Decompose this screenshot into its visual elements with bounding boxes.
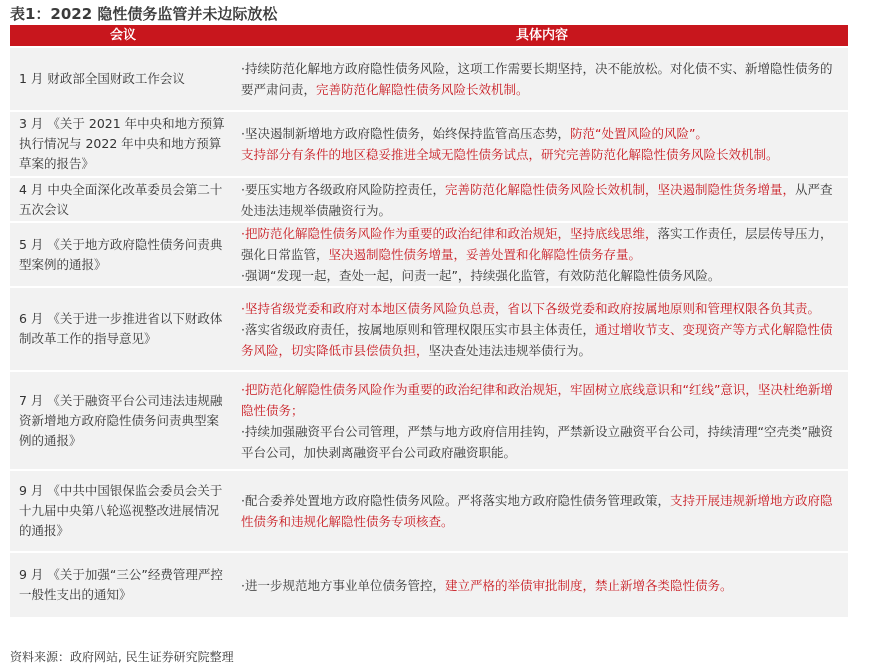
content-item <box>241 575 838 596</box>
content-cell <box>236 553 848 617</box>
table-row <box>10 223 848 286</box>
meeting-text: 7 月 《关于融资平台公司违法违规融资新增地方政府隐性债务问责典型案例的通报》 <box>19 392 223 448</box>
highlight-text: 支持开展违规新增地方政府隐性债务和违规化解隐性债务专项核查。 <box>241 493 833 529</box>
header-content: 具体内容 <box>515 28 568 43</box>
table-title: 表1：2022 隐性债务监管并未边际放松 <box>10 5 278 23</box>
content-item <box>241 223 838 265</box>
content-cell <box>236 112 848 176</box>
highlight-text: ·把防范化解隐性债务风险作为重要的政治纪律和政治规矩，牢固树立底线意识和“红线”意识，坚决杜绝新增隐性债务； <box>241 381 833 418</box>
content-text: ·持续加强融资平台公司管理，严禁与地方政府信用挂钩，严禁新设立融资平台公司，持续清理“空壳类”融资平台公司，加快剥离融资平台公司政府融资职能。 <box>241 423 833 460</box>
content-cell <box>236 471 848 551</box>
content-item <box>241 58 838 100</box>
content-cell <box>236 372 848 469</box>
content-text: ·进一步规范地方事业单位债务管控， <box>241 577 445 593</box>
table-header <box>10 25 848 46</box>
meeting-cell <box>10 471 236 551</box>
content-text: ·强调“发现一起，查处一起，问责一起”，持续强化监管，有效防范化解隐性债务风险。 <box>241 268 721 283</box>
content-item <box>241 421 838 463</box>
table-row <box>10 553 848 617</box>
content-text: 从严查处违法违规举债融资行为。 <box>241 181 833 218</box>
content-item <box>241 298 838 319</box>
content-cell <box>236 288 848 370</box>
meeting-cell <box>10 223 236 286</box>
table-body <box>10 48 848 617</box>
meeting-cell <box>10 372 236 469</box>
meeting-text: 5 月 《关于地方政府隐性债务问责典型案例的通报》 <box>19 236 223 272</box>
content-cell <box>236 223 848 286</box>
highlight-text: 通过增收节支、变现资产等方式化解隐性债务风险，切实降低市县偿债负担， <box>241 321 833 358</box>
table-row <box>10 178 848 221</box>
meeting-cell <box>10 553 236 617</box>
meeting-text: 9 月 《中共中国银保监会委员会关于十九届中央第八轮巡视整改进展情况的通报》 <box>19 483 223 538</box>
meeting-cell <box>10 48 236 110</box>
content-text: ·持续防范化解地方政府隐性债务风险，这项工作需要长期坚持，决不能放松。对化债不实、新增隐性债务的要严肃问责， <box>241 61 833 97</box>
meeting-cell <box>10 288 236 370</box>
content-item <box>241 123 838 144</box>
highlight-text: 建立严格的举债审批制度，禁止新增各类隐性债务。 <box>444 577 733 593</box>
content-item <box>241 144 838 165</box>
meeting-text: 3 月 《关于 2021 年中央和地方预算执行情况与 2022 年中央和地方预算草案的报告》 <box>19 116 225 171</box>
source-note: 资料来源：政府网站, 民生证券研究院整理 <box>10 650 234 664</box>
policy-table <box>10 25 848 617</box>
table-row <box>10 471 848 551</box>
header-meeting: 会议 <box>109 28 136 43</box>
meeting-text: 1 月 财政部全国财政工作会议 <box>19 71 185 86</box>
table-row <box>10 112 848 176</box>
content-text: ·要压实地方各级政府风险防控责任， <box>241 181 445 197</box>
meeting-text: 4 月 中央全面深化改革委员会第二十五次会议 <box>19 181 223 217</box>
content-text: ·坚决遏制新增地方政府隐性债务，始终保持监管高压态势， <box>241 126 570 141</box>
content-item <box>241 265 838 286</box>
content-cell <box>236 48 848 110</box>
content-cell <box>236 178 848 221</box>
highlight-text: ·把防范化解隐性债务风险作为重要的政治纪律和政治规矩，坚持底线思维， <box>241 226 658 241</box>
highlight-text: 坚决遏制隐性债务增量，妥善处置和化解隐性债务存量。 <box>328 247 642 262</box>
content-item <box>241 179 838 221</box>
content-item <box>241 490 838 532</box>
content-text: 落实工作责任，层层传导压力，强化日常监管， <box>241 226 833 262</box>
highlight-text: 完善防范化解隐性债务风险长效机制。 <box>316 82 529 97</box>
content-text: 坚决查处违法违规举债行为。 <box>428 342 592 358</box>
meeting-cell <box>10 112 236 176</box>
highlight-text: 防范“处置风险的风险”。 <box>569 126 708 141</box>
table-row <box>10 288 848 370</box>
meeting-cell <box>10 178 236 221</box>
table-row <box>10 48 848 110</box>
content-text: ·落实省级政府责任，按属地原则和管理权限压实市县主体责任， <box>241 321 595 337</box>
content-text: ·配合委养处置地方政府隐性债务风险。严将落实地方政府隐性债务管理政策， <box>241 493 670 508</box>
highlight-text: 完善防范化解隐性债务风险长效机制，坚决遏制隐性货务增量， <box>444 181 795 197</box>
highlight-text: ·坚持省级党委和政府对本地区债务风险负总责，省以下各级党委和政府按属地原则和管理权限各负其责。 <box>241 300 820 316</box>
meeting-text: 9 月 《关于加强“三公”经费管理严控一般性支出的通知》 <box>19 567 223 602</box>
content-item <box>241 379 838 421</box>
highlight-text: 支持部分有条件的地区稳妥推进全域无隐性债务试点，研究完善防范化解隐性债务风险长效机制。 <box>241 147 779 162</box>
table-row <box>10 372 848 469</box>
content-item <box>241 319 838 361</box>
meeting-text: 6 月 《关于进一步推进省以下财政体制改革工作的指导意见》 <box>19 311 223 346</box>
